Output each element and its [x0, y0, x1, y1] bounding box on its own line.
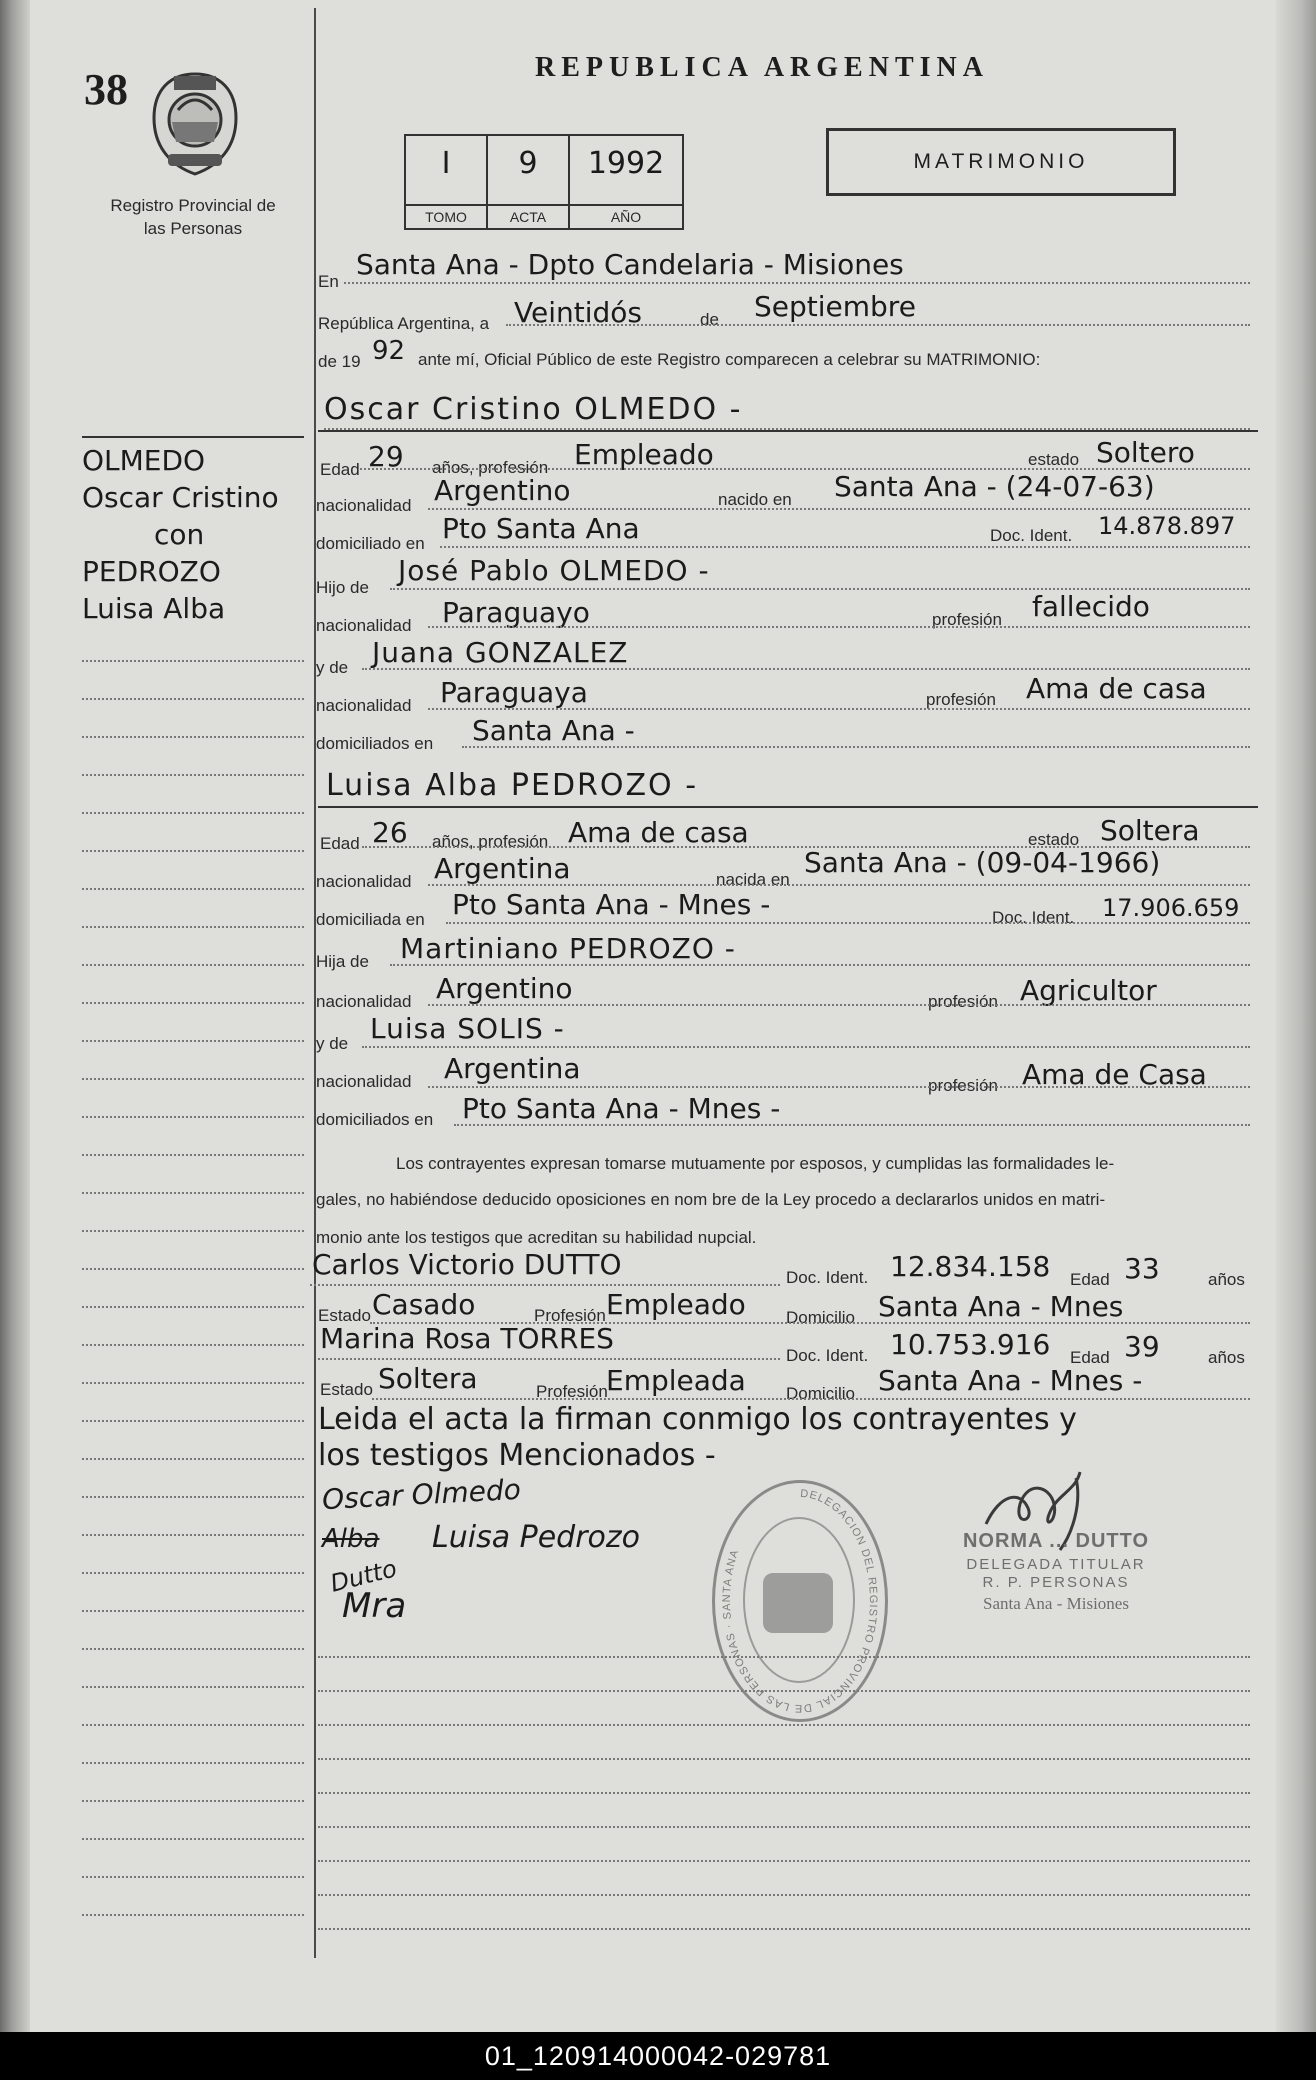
- witness1-signature: Dutto: [327, 1554, 400, 1598]
- bride-parents-line: [454, 1124, 1250, 1126]
- witness1-doc-label: Doc. Ident.: [786, 1268, 869, 1287]
- groom-domiciliados-label: domiciliados en: [316, 734, 434, 753]
- margin-ruled-line: [82, 1762, 304, 1764]
- groom-parents-line: [462, 746, 1250, 748]
- witness1-edad-label: Edad: [1070, 1270, 1110, 1289]
- ano-value: 1992: [587, 146, 665, 181]
- margin-ruled-line: [82, 1192, 304, 1194]
- groom-mother: Juana GONZALEZ: [372, 636, 629, 669]
- margin-ruled-line: [82, 888, 304, 890]
- closing-line-2: los testigos Mencionados -: [318, 1438, 716, 1473]
- bride-mother-nat-label: nacionalidad: [316, 1072, 412, 1091]
- margin-ruled-line: [82, 1116, 304, 1118]
- groom-yde-label: y de: [316, 658, 349, 677]
- groom-signature: Oscar Olmedo: [321, 1472, 522, 1517]
- groom-age: 29: [368, 440, 404, 473]
- groom-edad-label: Edad: [320, 460, 360, 479]
- officer-place: Santa Ana - Misiones: [983, 1594, 1129, 1613]
- statement-line-3: monio ante los testigos que acreditan su habilidad nupcial.: [316, 1228, 757, 1247]
- acta-value: 9: [518, 146, 538, 181]
- image-code: 01_120914000042-029781: [0, 2032, 1316, 2080]
- witness1-anos-label: años: [1208, 1270, 1245, 1289]
- page-number: 38: [84, 65, 128, 114]
- margin-ruled-line: [82, 1534, 304, 1536]
- margin-top-rule: [82, 436, 304, 438]
- bride-birth: Santa Ana - (09-04-1966): [804, 846, 1161, 879]
- bride-father: Martiniano PEDROZO -: [400, 932, 736, 965]
- bride-nat-line: [428, 884, 1250, 886]
- bride-status: Soltera: [1100, 814, 1200, 847]
- groom-nationality: Argentino: [434, 474, 571, 507]
- groom-mother-nat-label: nacionalidad: [316, 696, 412, 715]
- bride-mother-prof-label: profesión: [928, 1076, 998, 1095]
- year-prefix: de 19: [318, 352, 361, 371]
- margin-ruled-line: [82, 736, 304, 738]
- margin-ruled-line: [82, 1572, 304, 1574]
- bottom-ruled-line: [318, 1690, 1250, 1692]
- republic-label: República Argentina, a: [318, 314, 490, 333]
- bride-father-prof-label: profesión: [928, 992, 998, 1011]
- bottom-ruled-line: [318, 1758, 1250, 1760]
- bottom-ruled-line: [318, 1860, 1250, 1862]
- en-label: En: [318, 272, 339, 291]
- officer-name: NORMA ... DUTTO: [962, 1530, 1150, 1552]
- groom-nacido-label: nacido en: [718, 490, 792, 509]
- witness2-edad-label: Edad: [1070, 1348, 1110, 1367]
- margin-ruled-line: [82, 1496, 304, 1498]
- margin-ruled-line: [82, 1686, 304, 1688]
- closing-line-1: Leida el acta la firman conmigo los contrayentes y: [318, 1402, 1077, 1437]
- ano-label: AÑO: [570, 204, 682, 228]
- margin-ruled-line: [82, 1648, 304, 1650]
- margin-connector: con: [154, 518, 205, 551]
- groom-father-nat-label: nacionalidad: [316, 616, 412, 635]
- bottom-ruled-line: [318, 1894, 1250, 1896]
- witness2-profession: Empleada: [606, 1364, 746, 1397]
- bottom-ruled-line: [318, 1826, 1250, 1828]
- groom-rule: [318, 430, 1258, 432]
- bride-father-nationality: Argentino: [436, 972, 573, 1005]
- witness2-status: Soltera: [378, 1362, 478, 1395]
- stamp-text: DELEGACION DEL REGISTRO PROVINCIAL DE LAS PERSONAS · SANTA ANA: [720, 1487, 879, 1715]
- groom-birth: Santa Ana - (24-07-63): [834, 470, 1155, 503]
- provincial-coat-of-arms-icon: [148, 70, 242, 180]
- bottom-ruled-line: [318, 1928, 1250, 1930]
- margin-ruled-line: [82, 1458, 304, 1460]
- groom-status: Soltero: [1096, 436, 1195, 469]
- year-suffix: 92: [372, 336, 406, 366]
- date-line: [506, 324, 1250, 326]
- bride-rule: [318, 806, 1258, 808]
- groom-anos-label: años, profesión: [432, 458, 549, 477]
- tomo-label: TOMO: [406, 204, 486, 228]
- witness1-domicilio-label: Domicilio: [786, 1308, 855, 1327]
- record-number-table: [404, 134, 684, 230]
- bride-domiciliada-label: domiciliada en: [316, 910, 425, 929]
- witness2-name-line: [318, 1358, 780, 1360]
- margin-ruled-line: [82, 1154, 304, 1156]
- ceremony-month: Septiembre: [754, 290, 916, 323]
- margin-ruled-line: [82, 1876, 304, 1878]
- witness1-address: Santa Ana - Mnes: [878, 1290, 1124, 1323]
- declaration-text: ante mí, Oficial Público de este Registro comparecen a celebrar su MATRIMONIO:: [418, 350, 1041, 369]
- registry-name: Registro Provincial de las Personas: [110, 196, 276, 238]
- groom-parents-address: Santa Ana -: [472, 714, 635, 747]
- groom-father-nat-line: [428, 626, 1250, 628]
- witness2-doc: 10.753.916: [890, 1328, 1051, 1361]
- groom-mother-nat-line: [428, 708, 1250, 710]
- book-binding: [0, 0, 30, 2032]
- groom-doc-label: Doc. Ident.: [990, 526, 1073, 545]
- groom-mother-profession: Ama de casa: [1026, 672, 1207, 705]
- bride-nacionalidad-label: nacionalidad: [316, 872, 412, 891]
- groom-address-line: [440, 546, 1250, 548]
- margin-ruled-line: [82, 1914, 304, 1916]
- margin-groom-names: Oscar Cristino: [82, 481, 279, 514]
- witness2-doc-label: Doc. Ident.: [786, 1346, 869, 1365]
- de-label: de: [700, 310, 719, 329]
- officer-title: DELEGADA TITULAR: [966, 1556, 1146, 1573]
- groom-address: Pto Santa Ana: [442, 512, 640, 545]
- groom-hijo-label: Hijo de: [316, 578, 369, 597]
- statement-line-2: gales, no habiéndose deducido oposiciones en nom bre de la Ley procedo a declararlos unidos en matri-: [316, 1190, 1106, 1209]
- bride-name: Luisa Alba PEDROZO -: [326, 768, 699, 803]
- margin-bride-surname: PEDROZO: [82, 555, 221, 588]
- bride-age: 26: [372, 816, 408, 849]
- witness2-estado-label: Estado: [320, 1380, 373, 1399]
- bride-parents-address: Pto Santa Ana - Mnes -: [462, 1092, 781, 1125]
- witness2-anos-label: años: [1208, 1348, 1245, 1367]
- margin-divider: [314, 8, 316, 1958]
- margin-bride-names: Luisa Alba: [82, 592, 226, 625]
- margin-ruled-line: [82, 1344, 304, 1346]
- groom-father-nationality: Paraguayo: [442, 596, 590, 629]
- tomo-cell: [406, 136, 488, 228]
- margin-ruled-line: [82, 1268, 304, 1270]
- groom-profession: Empleado: [574, 438, 714, 471]
- groom-name: Oscar Cristino OLMEDO -: [324, 392, 743, 427]
- margin-ruled-line: [82, 1078, 304, 1080]
- bottom-ruled-line: [318, 1792, 1250, 1794]
- groom-estado-label: estado: [1028, 450, 1080, 469]
- bride-address-line: [446, 922, 1250, 924]
- margin-ruled-line: [82, 1002, 304, 1004]
- bride-doc: 17.906.659: [1102, 894, 1240, 922]
- bride-mother-profession: Ama de Casa: [1022, 1058, 1207, 1091]
- margin-ruled-line: [82, 1610, 304, 1612]
- statement-line-1: Los contrayentes expresan tomarse mutuamente por esposos, y cumplidas las formalidades le-: [396, 1154, 1115, 1173]
- acta-cell: [488, 136, 570, 228]
- witness1-status: Casado: [372, 1288, 476, 1321]
- bride-nacida-label: nacida en: [716, 870, 790, 889]
- bride-edad-label: Edad: [320, 834, 360, 853]
- ano-cell: [570, 136, 682, 228]
- margin-ruled-line: [82, 1838, 304, 1840]
- bride-father-line: [390, 964, 1250, 966]
- bride-anos-label: años, profesión: [432, 832, 549, 851]
- bride-hija-label: Hija de: [316, 952, 369, 971]
- margin-ruled-line: [82, 850, 304, 852]
- witness1-profession: Empleado: [606, 1288, 746, 1321]
- bride-nationality: Argentina: [434, 852, 571, 885]
- groom-doc: 14.878.897: [1098, 512, 1236, 540]
- witness2-address: Santa Ana - Mnes -: [878, 1364, 1143, 1397]
- ceremony-day: Veintidós: [514, 296, 642, 329]
- bride-signature: Luisa Pedrozo: [432, 1520, 640, 1555]
- bride-address: Pto Santa Ana - Mnes -: [452, 888, 771, 921]
- groom-father-prof-label: profesión: [932, 610, 1002, 629]
- bride-father-nat-line: [428, 1004, 1250, 1006]
- witness2-domicilio-label: Domicilio: [786, 1384, 855, 1403]
- bride-estado-label: estado: [1028, 830, 1080, 849]
- bottom-ruled-line: [318, 1656, 1250, 1658]
- bride-father-nat-label: nacionalidad: [316, 992, 412, 1011]
- margin-groom-surname: OLMEDO: [82, 444, 206, 477]
- bride-doc-label: Doc. Ident.: [992, 908, 1075, 927]
- bride-mother-line: [362, 1046, 1250, 1048]
- witness2-age: 39: [1124, 1330, 1160, 1363]
- officer-office: R. P. PERSONAS: [982, 1574, 1130, 1591]
- bride-mother-nationality: Argentina: [444, 1052, 581, 1085]
- witness1-age: 33: [1124, 1252, 1160, 1285]
- groom-father-profession: fallecido: [1032, 590, 1150, 623]
- acta-label: ACTA: [488, 204, 568, 228]
- svg-text:DELEGACION DEL REGISTRO PROVIN: [721, 1488, 879, 1714]
- bride-domiciliados-label: domiciliados en: [316, 1110, 434, 1129]
- groom-mother-prof-label: profesión: [926, 690, 996, 709]
- margin-ruled-line: [82, 660, 304, 662]
- margin-ruled-line: [82, 1306, 304, 1308]
- official-seal-icon: [712, 1480, 888, 1722]
- stamp-text-ring: [715, 1483, 885, 1719]
- groom-mother-nationality: Paraguaya: [440, 676, 588, 709]
- witness2-detail-line: [372, 1398, 1250, 1400]
- country-title: REPUBLICA ARGENTINA: [535, 52, 989, 83]
- witness1-doc: 12.834.158: [890, 1250, 1051, 1283]
- record-kind: MATRIMONIO: [826, 128, 1176, 196]
- groom-father: José Pablo OLMEDO -: [398, 554, 710, 587]
- groom-nat-line: [428, 508, 1250, 510]
- groom-mother-line: [362, 668, 1250, 670]
- witness1-name: Carlos Victorio DUTTO: [312, 1248, 622, 1281]
- margin-ruled-line: [82, 1040, 304, 1042]
- groom-domiciliado-label: domiciliado en: [316, 534, 425, 553]
- margin-ruled-line: [82, 1230, 304, 1232]
- witness2-profesion-label: Profesión: [536, 1382, 608, 1401]
- margin-ruled-line: [82, 774, 304, 776]
- bride-mother: Luisa SOLIS -: [370, 1012, 565, 1045]
- witness1-name-line: [310, 1284, 780, 1286]
- margin-ruled-line: [82, 1420, 304, 1422]
- tomo-value: I: [441, 146, 451, 181]
- margin-ruled-line: [82, 698, 304, 700]
- bride-initial-signature: Alba: [322, 1524, 380, 1554]
- witness2-signature: Mra: [342, 1586, 407, 1626]
- margin-ruled-line: [82, 964, 304, 966]
- witness1-profesion-label: Profesión: [534, 1306, 606, 1325]
- place-line: [344, 282, 1250, 284]
- bride-father-profession: Agricultor: [1020, 974, 1157, 1007]
- witness1-estado-label: Estado: [318, 1306, 371, 1325]
- ceremony-place: Santa Ana - Dpto Candelaria - Misiones: [356, 248, 904, 281]
- page-edge: [1276, 0, 1316, 2032]
- bottom-ruled-line: [318, 1724, 1250, 1726]
- margin-ruled-line: [82, 812, 304, 814]
- witness2-name: Marina Rosa TORRES: [320, 1322, 614, 1355]
- bride-profession: Ama de casa: [568, 816, 749, 849]
- bride-yde-label: y de: [316, 1034, 349, 1053]
- margin-ruled-line: [82, 1724, 304, 1726]
- margin-ruled-line: [82, 1382, 304, 1384]
- margin-ruled-line: [82, 926, 304, 928]
- groom-nacionalidad-label: nacionalidad: [316, 496, 412, 515]
- margin-ruled-line: [82, 1800, 304, 1802]
- bride-mother-nat-line: [428, 1086, 1250, 1088]
